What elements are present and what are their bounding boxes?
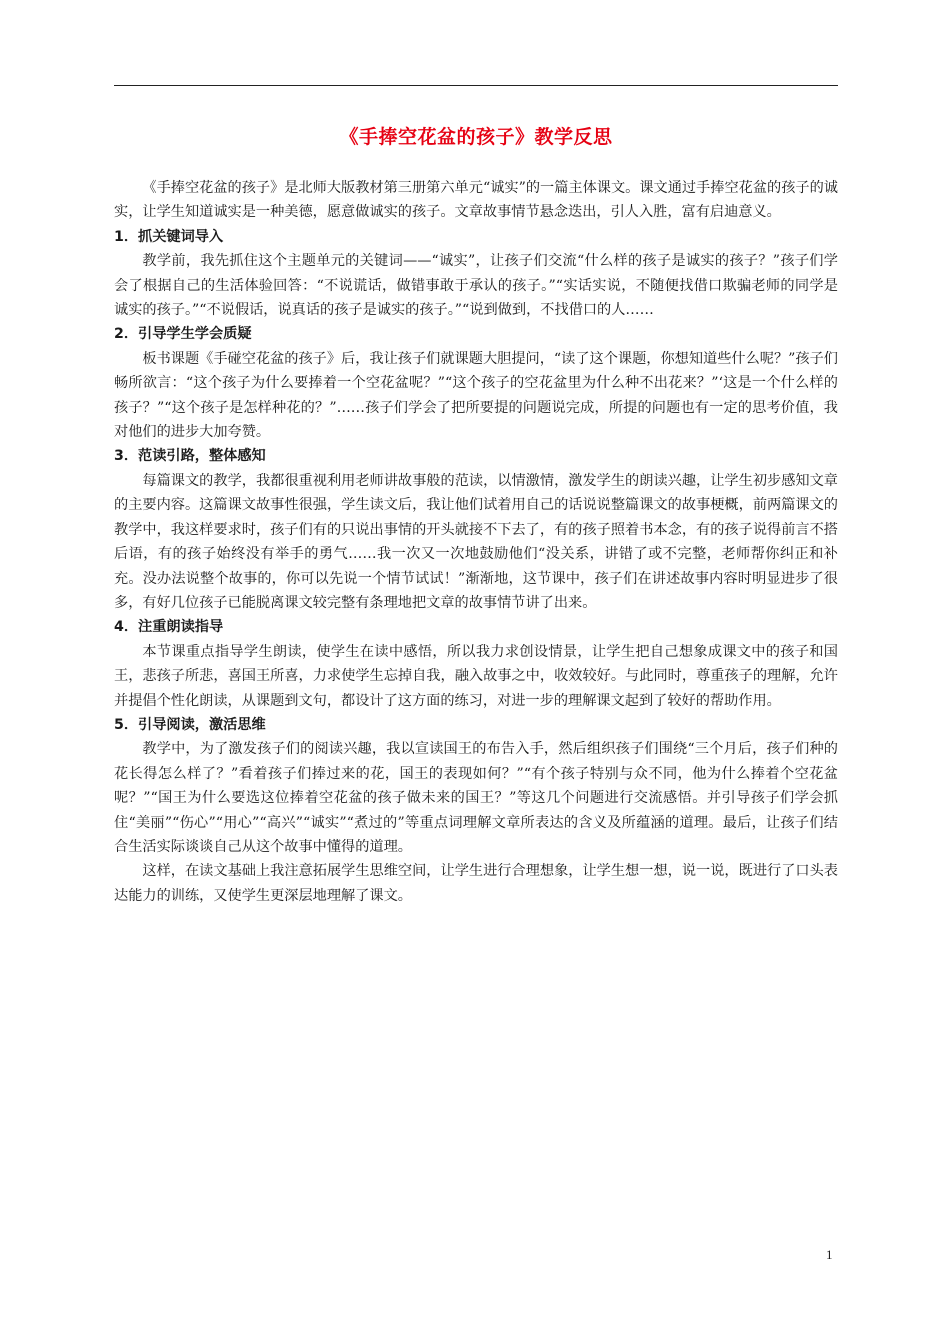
header-rule [114,85,838,86]
conclusion-paragraph: 这样，在读文基础上我注意拓展学生思维空间，让学生进行合理想象，让学生想一想，说一说，既进行了口头表达能力的训练，又使学生更深层地理解了课文。 [114,863,838,904]
section-heading-3: 3．范读引路，整体感知 [114,448,266,465]
section-heading-5: 5．引导阅读，激活思维 [114,716,266,733]
document-body [114,176,838,908]
section-heading-1: 1．抓关键词导入 [114,228,224,245]
section-body-2: 板书课题《手碰空花盆的孩子》后，我让孩子们就课题大胆提问，“读了这个课题，你想知道些什么呢？”孩子们畅所欲言：“这个孩子为什么要捧着一个空花盆呢？”“这个孩子的空花盆里为什么种不出花来？”‘这是一个什么样的孩子？”“这个孩子是怎样种花的？”……孩子们学会了把所要提的问题说完成，所提的问题也有一定的思考价值，我对他们的进步大加夸赞。 [114,350,838,441]
section-body-1: 教学前，我先抓住这个主题单元的关键词——“诚实”，让孩子们交流“什么样的孩子是诚实的孩子？”孩子们学会了根据自己的生活体验回答：“不说谎话，做错事敢于承认的孩子。”“实话实说，不随便找借口欺骗老师的同学是诚实的孩子。”“不说假话，说真话的孩子是诚实的孩子。”“说到做到，不找借口的人…… [114,253,838,319]
document-title: 《手捧空花盆的孩子》教学反思 [339,126,613,148]
section-heading-2: 2．引导学生学会质疑 [114,326,252,343]
section-body-5: 教学中，为了激发孩子们的阅读兴趣，我以宣读国王的布告入手，然后组织孩子们围绕“三个月后，孩子们种的花长得怎么样了？”看着孩子们捧过来的花，国王的表现如何？”“有个孩子特别与众不同，他为什么捧着个空花盆呢？”“国王为什么要选这位捧着空花盆的孩子做未来的国王？”等这几个问题进行交流感悟。并引导孩子们学会抓住“美丽”“伤心”“用心”“高兴”“诚实”“煮过的”等重点词理解文章所表达的含义及所蕴涵的道理。最后，让孩子们结合生活实际谈谈自己从这个故事中懂得的道理。 [114,741,838,855]
section-body-4: 本节课重点指导学生朗读，使学生在读中感悟，所以我力求创设情景，让学生把自己想象成课文中的孩子和国王，悲孩子所悲，喜国王所喜，力求使学生忘掉自我，融入故事之中，收效较好。与此同时，尊重孩子的理解，允许并提倡个性化朗读，从课题到文句，都设计了这方面的练习，对进一步的理解课文起到了较好的帮助作用。 [114,643,838,709]
section-body-3: 每篇课文的教学，我都很重视利用老师讲故事般的范读，以情激情，激发学生的朗读兴趣，让学生初步感知文章的主要内容。这篇课文故事性很强，学生读文后，我让他们试着用自己的话说说整篇课文的故事梗概，前两篇课文的教学中，我这样要求时，孩子们有的只说出事情的开头就接不下去了，有的孩子照着书本念，有的孩子说得前言不搭后语，有的孩子始终没有举手的勇气……我一次又一次地鼓励他们“没关系，讲错了或不完整，老师帮你纠正和补充。没办法说整个故事的，你可以先说一个情节试试！”渐渐地，这节课中，孩子们在讲述故事内容时明显进步了很多，有好几位孩子已能脱离课文较完整有条理地把文章的故事情节讲了出来。 [114,472,838,611]
section-heading-4: 4．注重朗读指导 [114,619,224,636]
page-number: 1 [826,1247,833,1262]
intro-paragraph: 《手捧空花盆的孩子》是北师大版教材第三册第六单元“诚实”的一篇主体课文。课文通过手捧空花盆的孩子的诚实，让学生知道诚实是一种美德，愿意做诚实的孩子。文章故事情节悬念迭出，引人入胜，富有启迪意义。 [114,180,838,221]
